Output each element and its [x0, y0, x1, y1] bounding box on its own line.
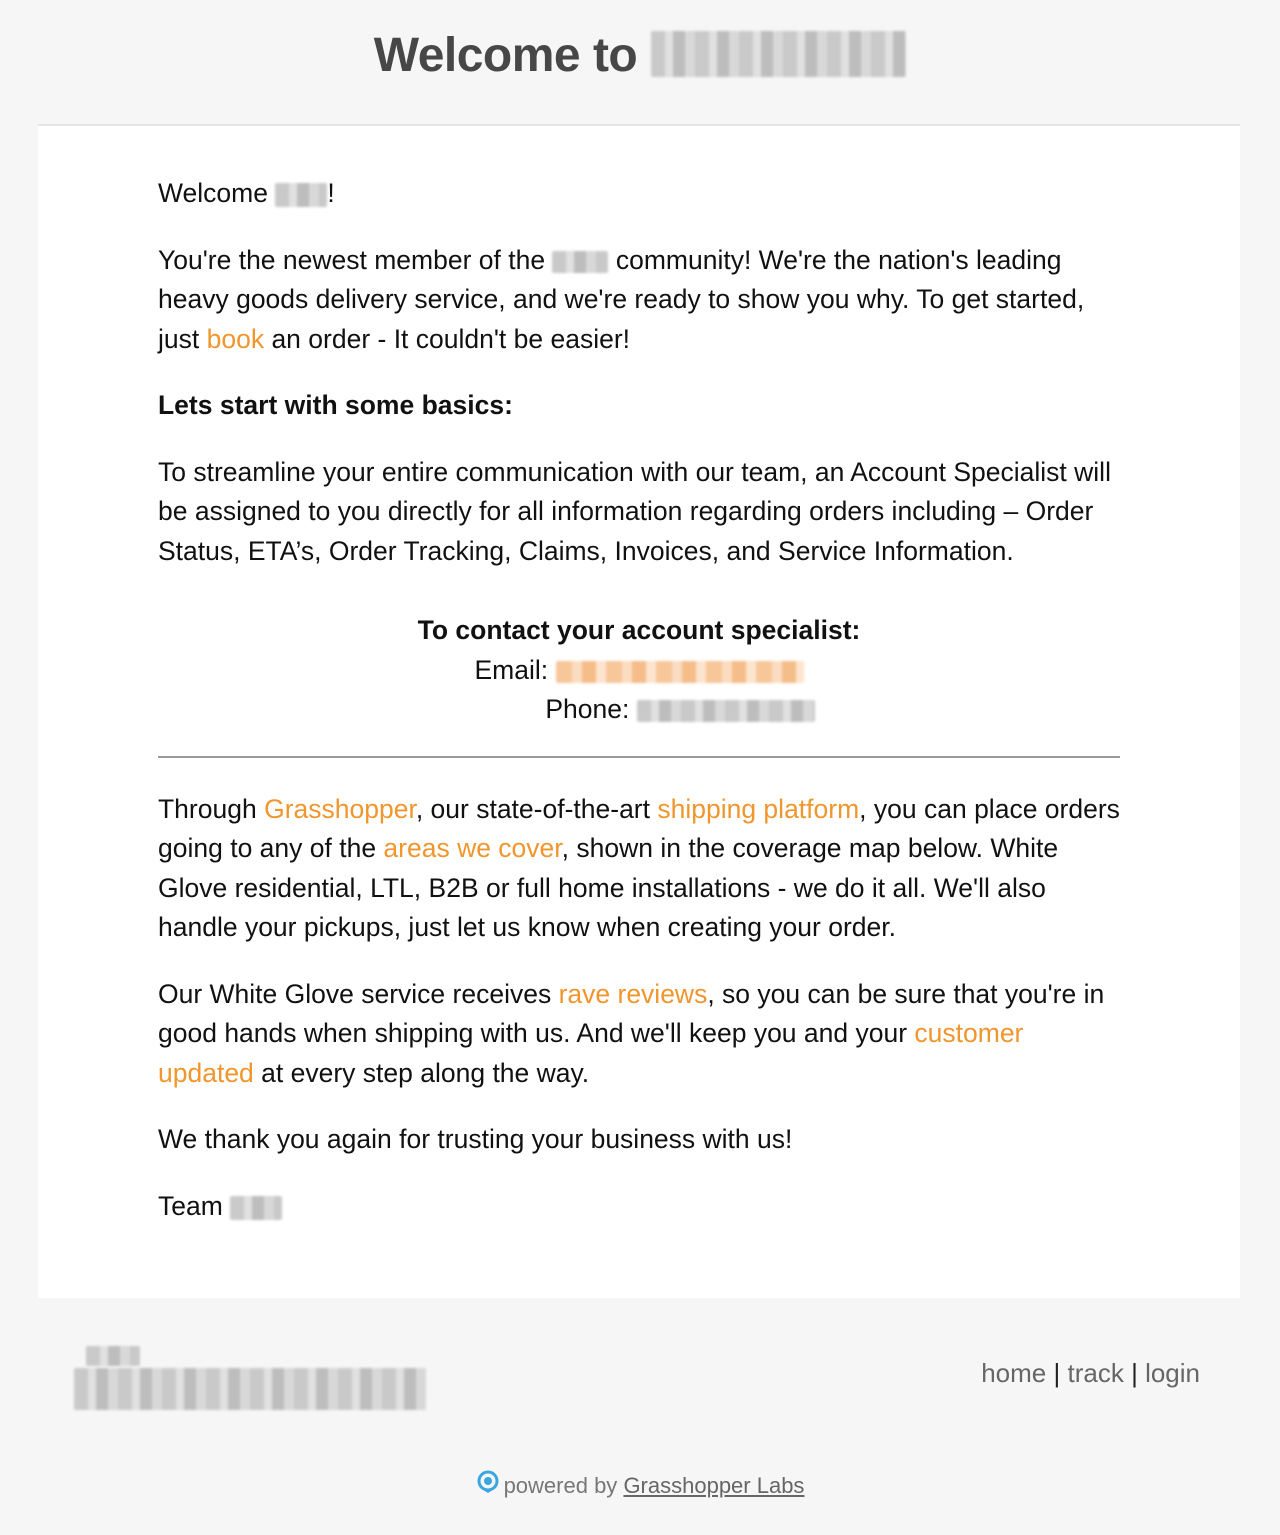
- redacted-company-name: [651, 31, 906, 77]
- logo-text-redacted: [74, 1368, 426, 1410]
- footer-separator: |: [1131, 1358, 1138, 1388]
- powered-by: powered by Grasshopper Labs: [0, 1470, 1280, 1499]
- customer-updated-link[interactable]: customer updated: [158, 1018, 1024, 1088]
- specialist-email-link[interactable]: [556, 661, 804, 683]
- redacted-team-name: [230, 1196, 282, 1220]
- book-link[interactable]: book: [206, 323, 265, 354]
- redacted-user-name: [275, 183, 327, 207]
- email-header: [0, 0, 1280, 112]
- basics-heading: Lets start with some basics:: [158, 390, 513, 420]
- footer-company-logo: [74, 1346, 426, 1410]
- footer-link-track[interactable]: track: [1067, 1358, 1124, 1388]
- email-body-card: [38, 124, 1240, 1298]
- rave-reviews-link[interactable]: rave reviews: [558, 978, 708, 1009]
- footer-nav: [981, 1358, 1200, 1389]
- contact-phone-row: Phone:: [158, 690, 1120, 730]
- greeting: Welcome !: [158, 178, 335, 208]
- shipping-platform-link[interactable]: shipping platform: [657, 793, 860, 824]
- page-title: [0, 0, 1280, 83]
- redacted-phone-number: [637, 700, 815, 722]
- contact-block: [158, 611, 1120, 730]
- footer-separator: |: [1053, 1358, 1061, 1388]
- contact-heading: To contact your account specialist:: [417, 615, 861, 645]
- grasshopper-link[interactable]: Grasshopper: [264, 793, 416, 824]
- title-text: Welcome to: [373, 29, 638, 82]
- footer-link-login[interactable]: login: [1145, 1358, 1200, 1388]
- contact-email-row: Email:: [158, 651, 1120, 691]
- footer-link-home[interactable]: home: [981, 1358, 1047, 1388]
- thanks-paragraph: We thank you again for trusting your business with us!: [158, 1124, 793, 1154]
- signoff: Team: [158, 1187, 1120, 1227]
- specialist-paragraph: To streamline your entire communication with our team, an Account Specialist will be assigned to you directly for all information regarding orders including – Order Status, ETA’s, Order Tracking, Claims, Invoices, and Service Information.: [158, 456, 1111, 566]
- redacted-company-short: [552, 251, 608, 273]
- intro-paragraph: You're the newest member of the community! We're the nation's leading heavy goods delivery service, and we're ready to show you why. To get started, just book an order - It couldn't be easier!: [158, 244, 1085, 354]
- email-content: [158, 174, 1120, 1253]
- section-divider: [158, 756, 1120, 758]
- grasshopper-logo-icon: [476, 1470, 500, 1494]
- areas-we-cover-link[interactable]: areas we cover: [383, 833, 562, 863]
- grasshopper-labs-link[interactable]: Grasshopper Labs: [623, 1473, 805, 1498]
- platform-paragraph: Through Grasshopper, our state-of-the-art shipping platform, you can place orders going to any of the areas we cover, shown in the coverage map below. White Glove residential, LTL, B2B or full home installations - we do it all. We'll also handle your pickups, just let us know when creating your order.: [158, 793, 1120, 942]
- reviews-paragraph: Our White Glove service receives rave reviews, so you can be sure that you're in good hands when shipping with us. And we'll keep you and your customer updated at every step along the way.: [158, 978, 1105, 1088]
- logo-mark-redacted: [86, 1346, 140, 1366]
